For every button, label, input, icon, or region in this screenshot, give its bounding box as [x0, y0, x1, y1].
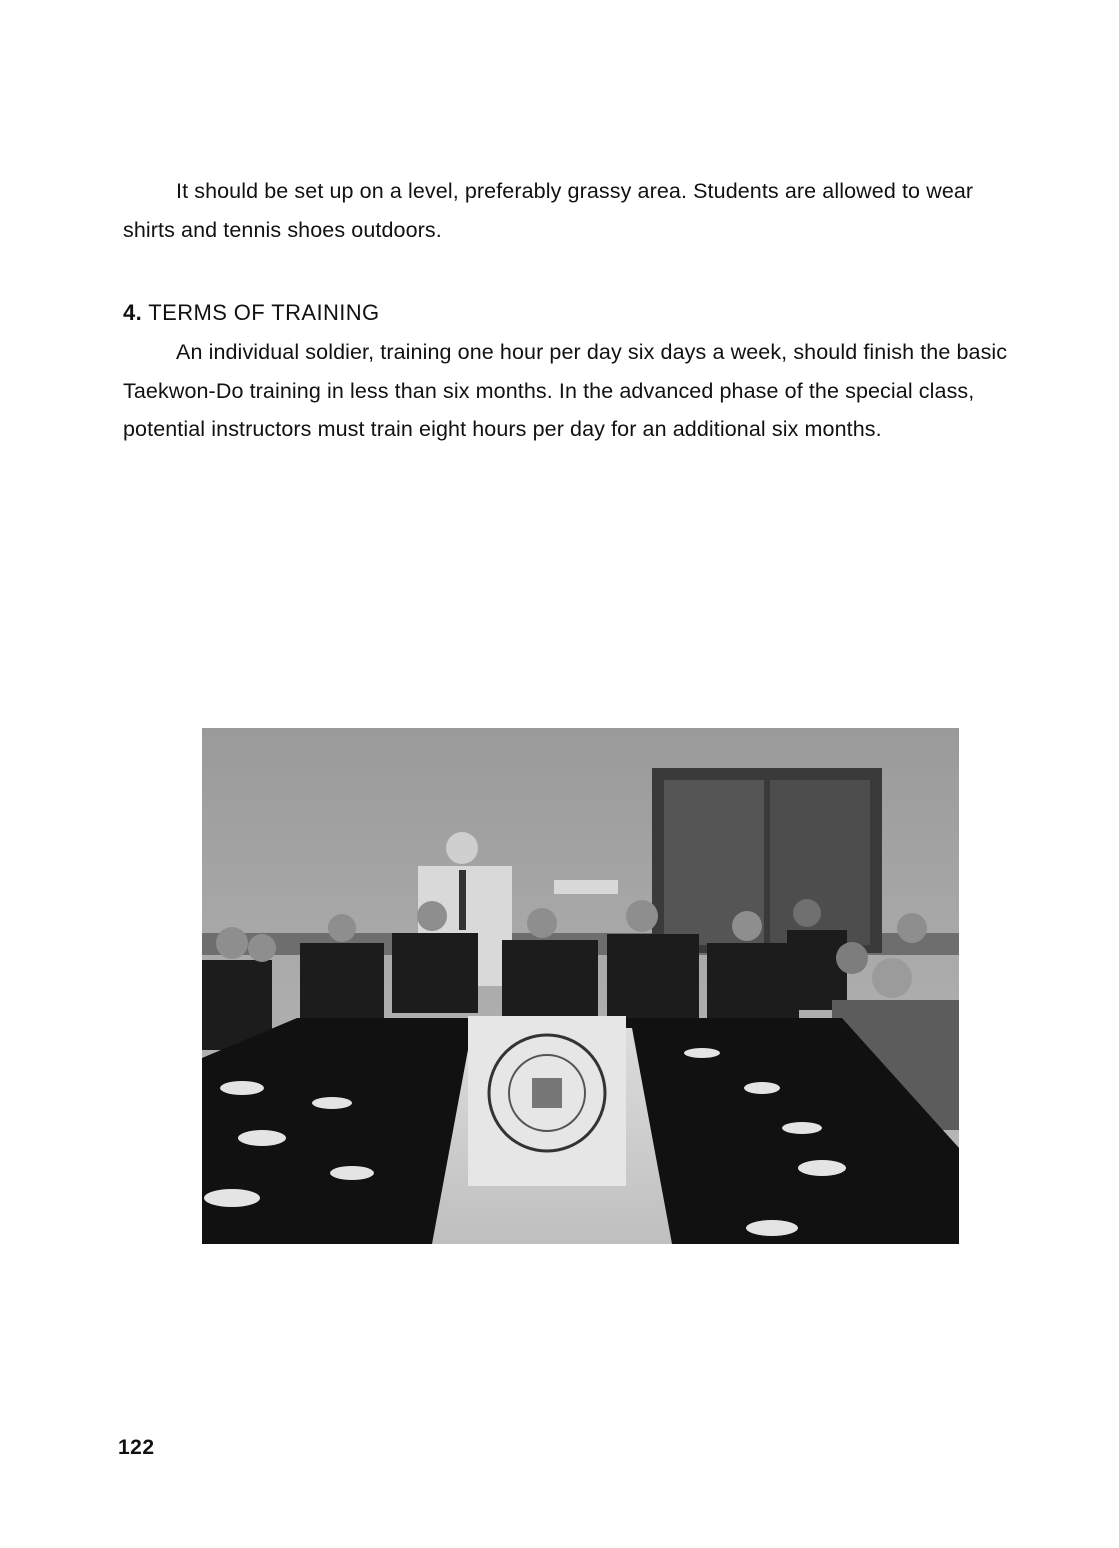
- section-number: 4.: [123, 300, 143, 325]
- section-heading: [123, 296, 380, 330]
- section-title: TERMS OF TRAINING: [148, 300, 380, 325]
- paragraph-terms: [123, 333, 1023, 449]
- meeting-photo: [202, 728, 959, 1244]
- meeting-photo-illustration: [202, 728, 959, 1244]
- wall-plate: [554, 880, 618, 894]
- paragraph-text: It should be set up on a level, preferably grassy area. Students are allowed to wear shirts and tennis shoes outdoors.: [123, 179, 974, 242]
- page-number: 122: [118, 1436, 155, 1459]
- paragraph-intro: [123, 172, 1023, 249]
- paragraph-text: An individual soldier, training one hour per day six days a week, should finish the basic Taekwon-Do training in less than six months. In the advanced phase of the special class, potential instructors must train eight hours per day for an additional six months.: [123, 340, 1008, 441]
